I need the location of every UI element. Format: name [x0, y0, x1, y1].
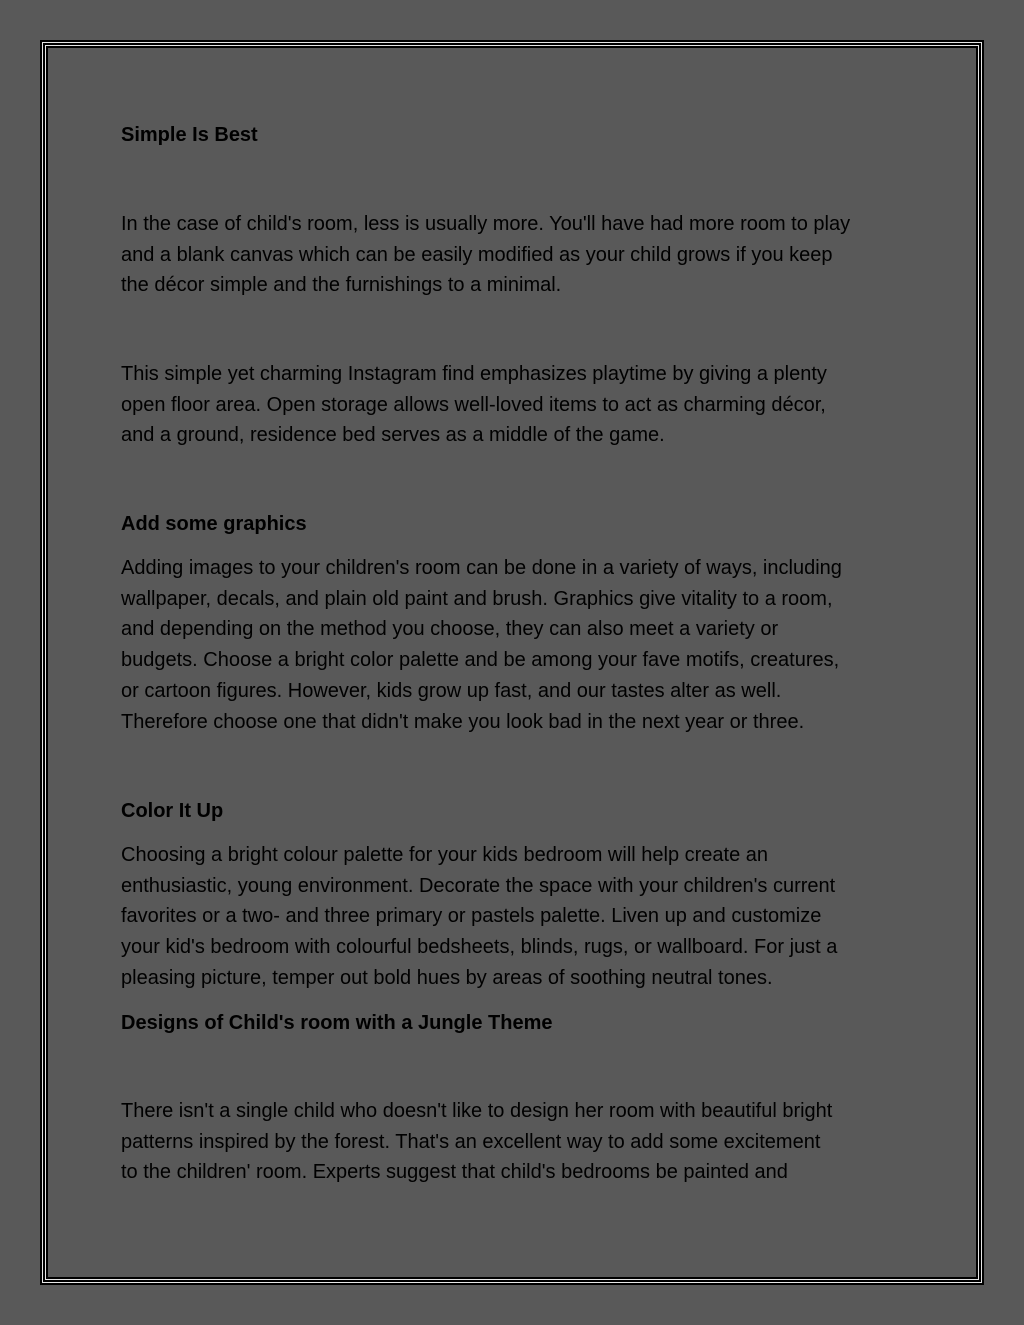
text-line: and depending on the method you choose, they can also meet a variety or	[121, 618, 779, 641]
text-line: the décor simple and the furnishings to a minimal.	[121, 274, 562, 297]
text-line: This simple yet charming Instagram find emphasizes playtime by giving a plenty	[121, 363, 827, 385]
heading-simple-is-best: Simple Is Best	[121, 124, 258, 146]
text-line: or cartoon figures. However, kids grow up fast, and our tastes alter as well.	[121, 679, 782, 702]
text-line: to the children' room. Experts suggest that child's bedrooms be painted and	[121, 1161, 788, 1184]
text-line: There isn't a single child who doesn't like to design her room with beautiful bright	[121, 1100, 833, 1122]
text-line: Adding images to your children's room can be done in a variety of ways, including	[121, 557, 842, 579]
text-line: In the case of child's room, less is usually more. You'll have had more room to play	[121, 213, 851, 235]
text-line: enthusiastic, young environment. Decorate the space with your children's current	[121, 874, 836, 897]
text-line: budgets. Choose a bright color palette and be among your fave motifs, creatures,	[121, 649, 840, 672]
text-line: pleasing picture, temper out bold hues by areas of soothing neutral tones.	[121, 966, 773, 989]
text-line: Therefore choose one that didn't make you look bad in the next year or three.	[121, 710, 805, 733]
text-line: open floor area. Open storage allows well-loved items to act as charming décor,	[121, 393, 826, 416]
heading-color-it-up: Color It Up	[121, 800, 224, 822]
text-line: favorites or a two- and three primary or pastels palette. Liven up and customize	[121, 905, 822, 928]
paragraph-color	[121, 840, 911, 994]
heading-jungle-theme: Designs of Child's room with a Jungle Theme	[121, 1012, 553, 1034]
text-line: wallpaper, decals, and plain old paint and brush. Graphics give vitality to a room,	[121, 587, 833, 610]
text-line: Choosing a bright colour palette for your kids bedroom will help create an	[121, 844, 769, 866]
text-line: your kid's bedroom with colourful bedsheets, blinds, rugs, or wallboard. For just a	[121, 936, 838, 959]
paragraph-simple-2	[121, 359, 911, 451]
paragraph-graphics	[121, 553, 911, 737]
text-line: and a blank canvas which can be easily modified as your child grows if you keep	[121, 243, 833, 266]
text-line: and a ground, residence bed serves as a middle of the game.	[121, 424, 665, 447]
paragraph-simple-1	[121, 209, 911, 301]
heading-add-some-graphics: Add some graphics	[121, 513, 307, 535]
paragraph-jungle	[121, 1096, 911, 1188]
text-line: patterns inspired by the forest. That's an excellent way to add some excitement	[121, 1130, 821, 1153]
